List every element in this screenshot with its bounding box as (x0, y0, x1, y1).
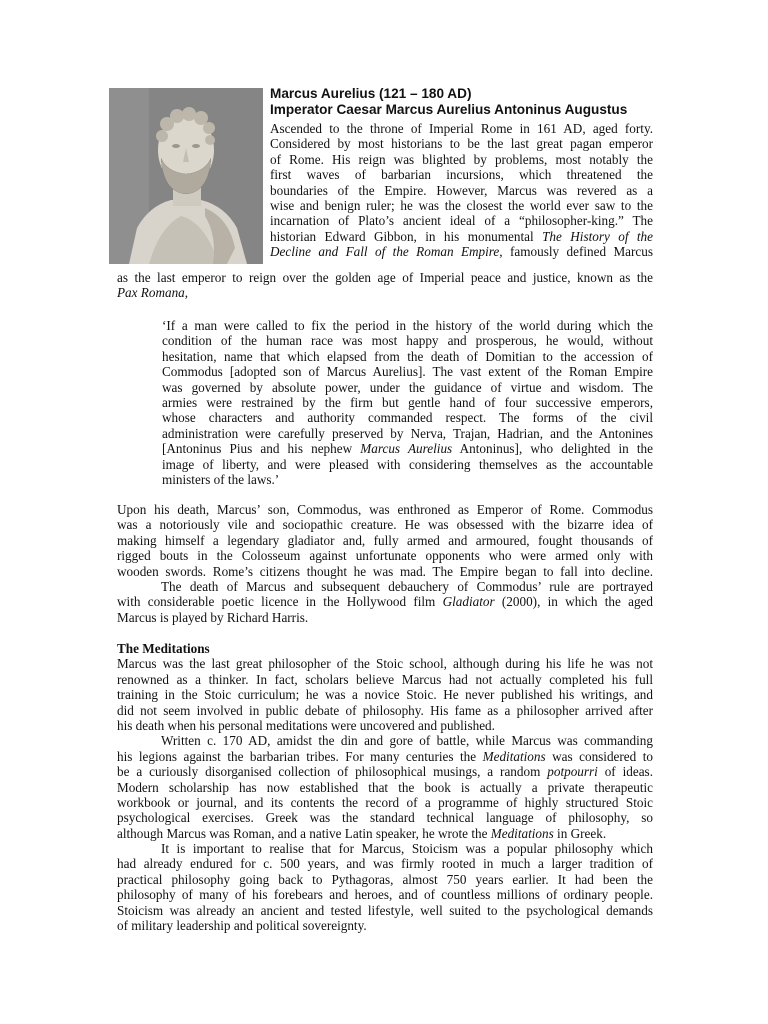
body-line (117, 764, 653, 779)
intro-line: of Rome. His reign was blighted by problems, most notably the (270, 151, 653, 167)
quote-line (162, 441, 653, 456)
body-line: It is important to realise that for Marcus, Stoicism was a popular philosophy which (161, 841, 653, 857)
body-line: Modern scholarship has now established that the book is actually a private therapeutic (117, 779, 653, 795)
body-line: philosophy of many of his forebears and heroes, and of countless millions of ordinary people. (117, 887, 653, 903)
pax-romana-italic: Pax Romana (117, 285, 185, 301)
body-text: with considerable poetic licence in the Hollywood film (117, 594, 443, 610)
bust-illustration (109, 88, 263, 264)
book-title-italic: Meditations (482, 748, 546, 764)
potpourri-italic: potpourri (547, 764, 598, 780)
body-line: training in the Stoic curriculum; he was a novice Stoic. He never published his writings, and (117, 687, 653, 703)
quote-line: condition of the human race was most happy and prosperous, he would, without (162, 333, 653, 349)
body-text: in Greek. (553, 825, 607, 841)
body-text: his legions against the barbarian tribes. For many centuries the (117, 748, 483, 764)
book-title-italic: Meditations (490, 825, 554, 841)
intro-line: Considered by most historians to be the last great pagan emperor (270, 136, 653, 152)
quote-line: was governed by absolute power, under the guidance of virtue and wisdom. The (162, 379, 653, 395)
section-heading: The Meditations (117, 641, 210, 656)
article-heading (270, 86, 660, 117)
body-text: although Marcus was Roman, and a native Latin speaker, he wrote the (117, 825, 491, 841)
intro-line (270, 229, 653, 244)
body-line: of military leadership and political sovereignty. (117, 918, 367, 934)
body-line: Stoicism was already an ancient and tested lifestyle, well suited to the psychological demands (117, 902, 653, 918)
intro-line: incarnation of Plato’s ancient ideal of a “philosopher-king.” The (270, 213, 653, 229)
body-text: (2000), in which the aged (494, 594, 653, 610)
body-line: The death of Marcus and subsequent debauchery of Commodus’ rule are portrayed (161, 578, 653, 594)
intro-paragraph-continued (117, 270, 653, 301)
body-text: of ideas. (597, 764, 653, 780)
intro-line: Ascended to the throne of Imperial Rome in 161 AD, aged forty. (270, 121, 653, 136)
body-line (117, 749, 653, 764)
body-line: did not seem involved in public debate of philosophy. His fame as a philosopher arrived after (117, 702, 653, 718)
book-title-italic: Decline and Fall of the Roman Empire (270, 244, 500, 260)
body-line (117, 826, 653, 841)
book-title-italic: The History of the (542, 228, 654, 244)
body-line: Marcus is played by Richard Harris. (117, 609, 309, 625)
intro-line: as the last emperor to reign over the golden age of Imperial peace and justice, known as the (117, 270, 653, 285)
quote-text: Antoninus], who delighted in the (452, 441, 653, 457)
body-line: was a notoriously vile and sociopathic creature. He was obsessed with the bizarre idea of (117, 517, 653, 533)
body-line: making himself a legendary gladiator and, fully armed and armoured, fought thousands of (117, 532, 653, 548)
film-title-italic: Gladiator (442, 594, 495, 610)
body-text: was considered to (545, 748, 653, 764)
marcus-aurelius-italic: Marcus Aurelius (360, 441, 453, 457)
intro-text: , (184, 285, 189, 301)
body-line: rigged bouts in the Colosseum against unfortunate opponents who were armed only with (117, 548, 653, 564)
body-line: wooden swords. Rome’s citizens thought he was mad. The Empire began to fall into decline. (117, 563, 653, 579)
heading-title: Marcus Aurelius (121 – 180 AD) (270, 86, 472, 101)
body-line: Upon his death, Marcus’ son, Commodus, was enthroned as Emperor of Rome. Commodus (117, 502, 653, 517)
quote-line: Commodus [adopted son of Marcus Aurelius]. The vast extent of the Roman Empire (162, 364, 653, 380)
quote-line: hesitation, name that which elapsed from the death of Domitian to the accession of (162, 348, 653, 364)
marcus-aurelius-bust-image (109, 88, 263, 264)
intro-line: boundaries of the Empire. However, Marcus was revered as a (270, 182, 653, 198)
gibbon-quote (162, 318, 653, 487)
body-text: be a curiously disorganised collection of philosophical musings, a random (117, 764, 548, 780)
intro-text: , famously defined Marcus (499, 244, 653, 260)
body-line: psychological exercises. Greek was the standard technical language of philosophy, so (117, 810, 653, 826)
intro-line: first waves of barbarian incursions, which threatened the (270, 167, 653, 183)
body-line: Written c. 170 AD, amidst the din and gore of battle, while Marcus was commanding (161, 733, 653, 749)
quote-line: image of liberty, and were pleased with considering themselves as the accountable (162, 456, 653, 472)
body-line: his death when his personal meditations were uncovered and published. (117, 717, 495, 733)
intro-line (270, 244, 653, 259)
body-line (117, 594, 653, 609)
body-line: had already endured for c. 500 years, and was firmly rooted in much a larger tradition of (117, 856, 653, 872)
quote-line: ‘If a man were called to fix the period in the history of the world during which the (162, 318, 653, 333)
quote-text: [Antoninus Pius and his nephew (162, 441, 361, 457)
quote-line: ministers of the laws.’ (162, 471, 280, 487)
intro-line: wise and benign ruler; he was the closest the world ever saw to the (270, 197, 653, 213)
intro-paragraph (270, 121, 653, 260)
intro-line (117, 285, 653, 300)
intro-text: historian Edward Gibbon, in his monumental (270, 228, 543, 244)
heading-subtitle: Imperator Caesar Marcus Aurelius Antoninus Augustus (270, 101, 628, 117)
body-line: Marcus was the last great philosopher of the Stoic school, although during his life he was not (117, 656, 653, 672)
commodus-paragraph (117, 502, 653, 625)
body-line: practical philosophy going back to Pythagoras, almost 750 years earlier. It had been the (117, 871, 653, 887)
quote-line: administration were carefully preserved by Nerva, Trajan, Hadrian, and the Antonines (162, 425, 653, 441)
meditations-section (117, 641, 653, 933)
body-line: renowned as a thinker. In fact, scholars believe Marcus had not actually completed his full (117, 671, 653, 687)
quote-line: whose characters and authority commanded respect. The forms of the civil (162, 410, 653, 426)
body-line: workbook or journal, and its contents the record of a programme of highly structured Stoic (117, 794, 653, 810)
quote-line: armies were restrained by the firm but gentle hand of four successive emperors, (162, 394, 653, 410)
